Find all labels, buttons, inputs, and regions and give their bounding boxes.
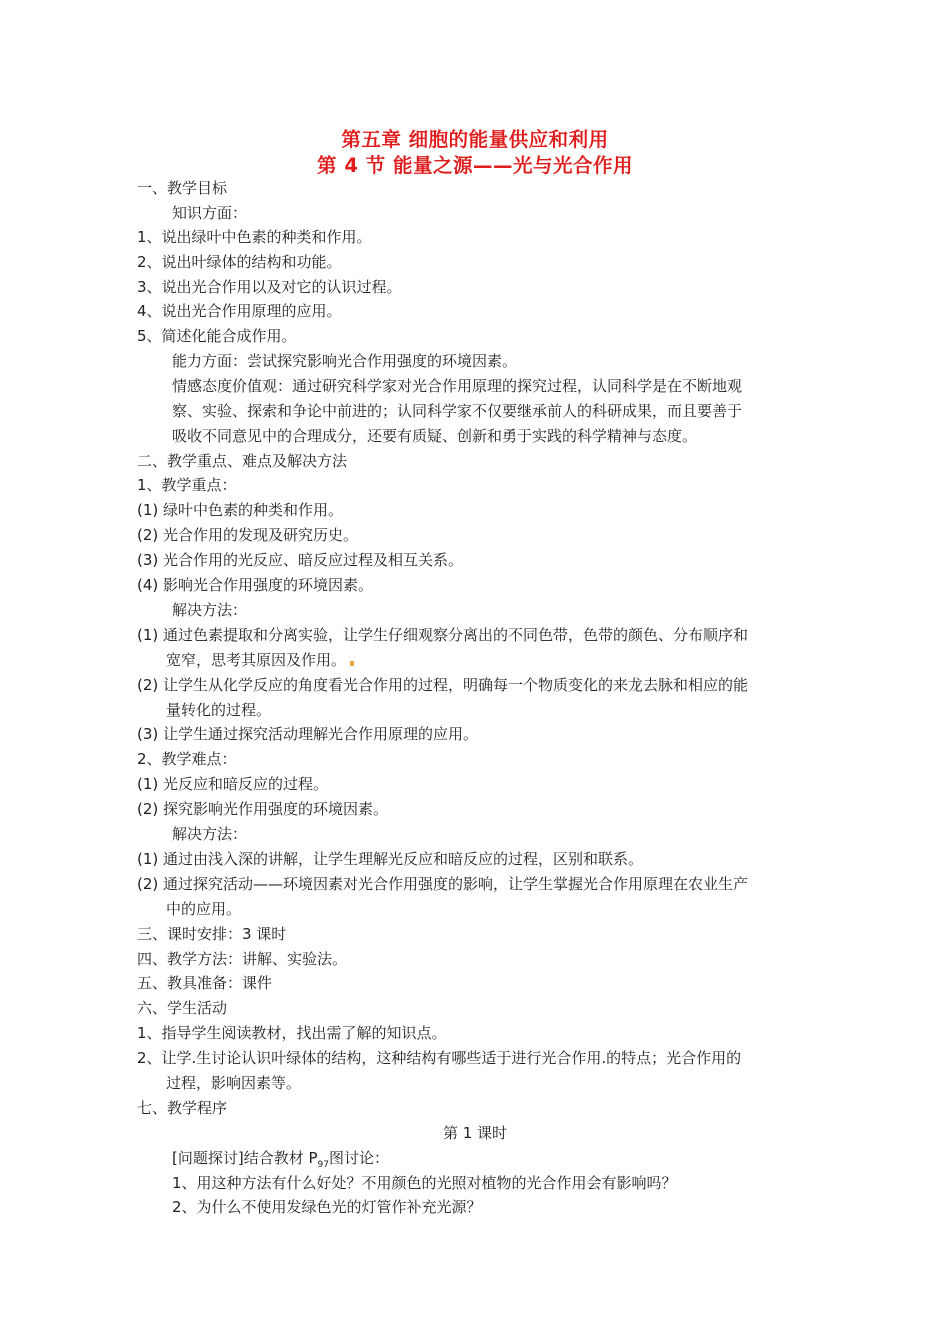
focus-item: (1) 绿叶中色素的种类和作用。 <box>137 501 344 519</box>
focus-item: (4) 影响光合作用强度的环境因素。 <box>137 576 374 594</box>
focus-item: (2) 光合作用的发现及研究历史。 <box>137 526 359 544</box>
activity-item: 2、让学.生讨论认识叶绿体的结构，这种结构有哪些适于进行光合作用.的特点；光合作用的 <box>137 1049 742 1067</box>
heading-tools: 五、教具准备：课件 <box>137 974 273 992</box>
solution-item: (3) 让学生通过探究活动理解光合作用原理的应用。 <box>137 725 479 743</box>
discussion-question: 2、为什么不使用发绿色光的灯管作补充光源？ <box>172 1198 482 1216</box>
subheading-focus: 1、教学重点： <box>137 476 237 494</box>
attitude-paragraph-line: 情感态度价值观：通过研究科学家对光合作用原理的探究过程，认同科学是在不断地观 <box>172 377 743 395</box>
heading-methods: 四、教学方法：讲解、实验法。 <box>137 950 348 968</box>
subheading-knowledge: 知识方面： <box>172 204 248 222</box>
solution-item-continued: 量转化的过程。 <box>166 701 272 719</box>
objective-item: 2、说出叶绿体的结构和功能。 <box>137 253 342 271</box>
page-number-subscript: 97 <box>317 1160 329 1170</box>
ability-paragraph: 能力方面：尝试探究影响光合作用强度的环境因素。 <box>172 352 518 370</box>
heading-objectives: 一、教学目标 <box>137 179 228 197</box>
discussion-question: 1、用这种方法有什么好处？不用颜色的光照对植物的光合作用会有影响吗？ <box>172 1174 677 1192</box>
activity-item-continued: 过程，影响因素等。 <box>166 1074 302 1092</box>
attitude-paragraph-line: 察、实验、探索和争论中前进的；认同科学家不仅要继承前人的科研成果，而且要善于 <box>172 402 743 420</box>
marker-dot <box>350 661 354 666</box>
difficulty-item: (1) 光反应和暗反应的过程。 <box>137 775 329 793</box>
section-title: 第 4 节 能量之源——光与光合作用 <box>317 154 633 177</box>
subheading-solution: 解决方法： <box>172 825 248 843</box>
focus-item: (3) 光合作用的光反应、暗反应过程及相互关系。 <box>137 551 464 569</box>
activity-item: 1、指导学生阅读教材，找出需了解的知识点。 <box>137 1024 447 1042</box>
solution-item-continued <box>166 650 354 670</box>
heading-procedure: 七、教学程序 <box>137 1099 228 1117</box>
problem-discussion <box>172 1148 389 1175</box>
chapter-title: 第五章 细胞的能量供应和利用 <box>341 128 609 151</box>
solution-item: (2) 让学生从化学反应的角度看光合作用的过程，明确每一个物质变化的来龙去脉和相应的能 <box>137 676 749 694</box>
heading-key-points: 二、教学重点、难点及解决方法 <box>137 452 348 470</box>
subheading-solution: 解决方法： <box>172 601 248 619</box>
subheading-difficulty: 2、教学难点： <box>137 750 237 768</box>
objective-item: 1、说出绿叶中色素的种类和作用。 <box>137 228 372 246</box>
heading-activities: 六、学生活动 <box>137 999 228 1017</box>
objective-item: 3、说出光合作用以及对它的认识过程。 <box>137 278 402 296</box>
attitude-paragraph-line: 吸收不同意见中的合理成分，还要有质疑、创新和勇于实践的科学精神与态度。 <box>172 427 698 445</box>
solution-item: (2) 通过探究活动——环境因素对光合作用强度的影响，让学生掌握光合作用原理在农业生产 <box>137 875 749 893</box>
objective-item: 5、简述化能合成作用。 <box>137 327 297 345</box>
heading-schedule: 三、课时安排：3 课时 <box>137 925 287 943</box>
solution-item: (1) 通过色素提取和分离实验，让学生仔细观察分离出的不同色带，色带的颜色、分布顺序和 <box>137 626 749 644</box>
problem-discussion-text: [问题探讨]结合教材 P <box>172 1149 318 1167</box>
solution-item: (1) 通过由浅入深的讲解，让学生理解光反应和暗反应的过程，区别和联系。 <box>137 850 644 868</box>
lesson-label: 第 1 课时 <box>442 1124 508 1142</box>
objective-item: 4、说出光合作用原理的应用。 <box>137 302 342 320</box>
solution-item-text: 宽窄，思考其原因及作用。 <box>166 651 347 669</box>
solution-item-continued: 中的应用。 <box>166 900 242 918</box>
problem-discussion-tail: 图讨论： <box>328 1149 389 1167</box>
difficulty-item: (2) 探究影响光作用强度的环境因素。 <box>137 800 389 818</box>
